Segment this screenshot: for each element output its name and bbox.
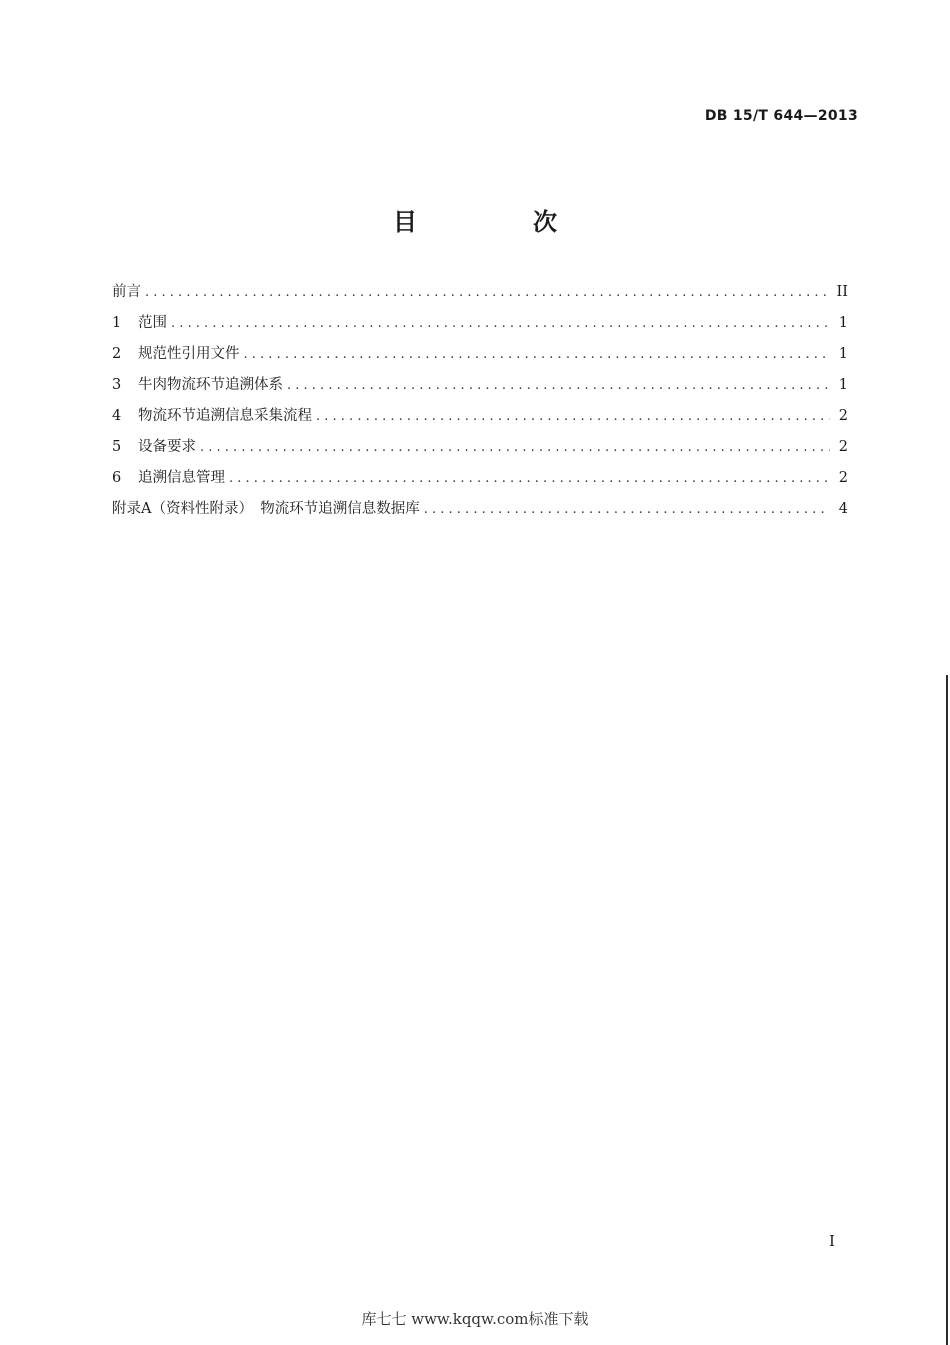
toc-entry-2[interactable]	[112, 342, 848, 373]
toc-entry-5[interactable]	[112, 435, 848, 466]
toc-entry-number: 1	[112, 315, 122, 331]
toc-entry-label: 设备要求	[138, 439, 196, 455]
toc-entry-page: 4	[838, 501, 848, 517]
toc-title: 目 次	[393, 208, 603, 236]
toc-entry-label: 前言	[112, 284, 141, 300]
document-code: DB 15/T 644—2013	[704, 108, 858, 124]
scan-edge-line	[946, 675, 948, 1345]
toc-entry-number: 6	[112, 470, 122, 486]
toc-dot-leader	[316, 409, 830, 424]
toc-entry-3[interactable]	[112, 373, 848, 404]
toc-dot-leader	[424, 502, 830, 517]
toc-entry-4[interactable]	[112, 404, 848, 435]
toc-entry-page: 2	[838, 408, 848, 424]
toc-entry-page: 1	[838, 346, 848, 362]
toc-entry-appendix-a[interactable]	[112, 497, 848, 528]
toc-entry-number: 5	[112, 439, 122, 455]
toc-entry-page: II	[836, 284, 848, 300]
toc-entry-number: 3	[112, 377, 122, 393]
page-number: I	[829, 1232, 835, 1250]
toc-entry-page: 2	[838, 470, 848, 486]
toc-entry-1[interactable]	[112, 311, 848, 342]
toc-entry-label: 范围	[138, 315, 167, 331]
toc-entry-6[interactable]	[112, 466, 848, 497]
toc-entry-page: 2	[838, 439, 848, 455]
toc-entry-label: 追溯信息管理	[138, 470, 225, 486]
toc-dot-leader	[171, 316, 830, 331]
toc-entry-label: 附录A（资料性附录） 物流环节追溯信息数据库	[112, 501, 420, 517]
footer-watermark: 库七七 www.kqqw.com标准下载	[361, 1310, 589, 1328]
toc-dot-leader	[244, 347, 831, 362]
toc-entry-foreword[interactable]	[112, 280, 848, 311]
toc-entry-page: 1	[838, 315, 848, 331]
toc-dot-leader	[229, 471, 830, 486]
toc-dot-leader	[145, 285, 830, 300]
toc-entry-number: 4	[112, 408, 122, 424]
toc-list	[112, 280, 848, 528]
toc-entry-number: 2	[112, 346, 122, 362]
toc-entry-label: 规范性引用文件	[138, 346, 240, 362]
toc-entry-page: 1	[838, 377, 848, 393]
toc-entry-label: 物流环节追溯信息采集流程	[138, 408, 312, 424]
toc-entry-label: 牛肉物流环节追溯体系	[138, 377, 283, 393]
toc-dot-leader	[287, 378, 830, 393]
toc-dot-leader	[200, 440, 830, 455]
